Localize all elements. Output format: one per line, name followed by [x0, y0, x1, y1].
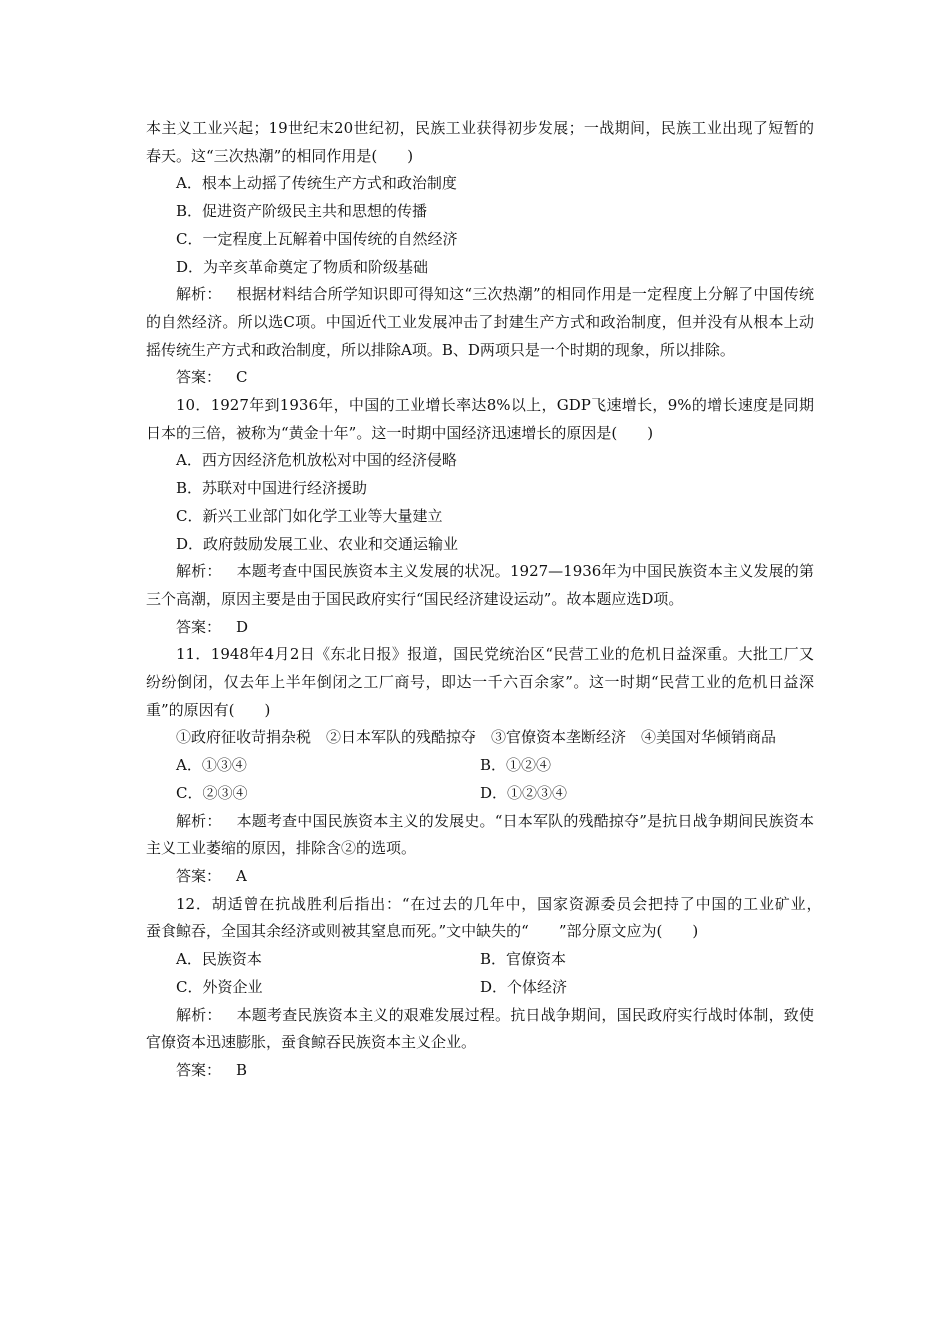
answer-label: 答案： — [176, 368, 222, 387]
q12-options-row-2 — [146, 974, 814, 1002]
q12-option-b: B．官僚资本 — [480, 950, 567, 969]
q12-option-a: A．民族资本 — [176, 950, 262, 969]
q12-analysis — [146, 1002, 814, 1057]
q10-option-a: A．西方因经济危机放松对中国的经济侵略 — [176, 451, 457, 470]
q11-items: ①政府征收苛捐杂税 ②日本军队的残酷掠夺 ③官僚资本垄断经济 ④美国对华倾销商品 — [176, 728, 777, 747]
q12-stem: 12．胡适曾在抗战胜利后指出：“在过去的几年中，国家资源委员会把持了中国的工业矿业， 蚕食鲸吞，全国其余经济或则被其窒息而死。”文中缺失的“ ”部分原文应为( ) — [146, 894, 845, 941]
q11-option-d: D．①②③④ — [480, 783, 568, 802]
answer-value: D — [236, 617, 249, 636]
answer-label: 答案： — [176, 1060, 222, 1079]
q11-option-b: B．①②④ — [480, 756, 552, 775]
analysis-label: 解析： — [176, 562, 222, 581]
q9-analysis — [146, 281, 814, 364]
analysis-text: 本题考查中国民族资本主义发展的状况。1927—1936年为中国民族资本主义发展的第三个高潮，原因主要是由于国民政府实行“国民经济建设运动”。故本题应选D项。 — [146, 562, 814, 608]
q10-analysis — [146, 558, 814, 613]
document-page — [146, 115, 845, 1085]
q10-answer — [146, 614, 814, 642]
q10-option-d: D．政府鼓励发展工业、农业和交通运输业 — [176, 534, 459, 553]
q9-option-b: B．促进资产阶级民主共和思想的传播 — [176, 202, 428, 221]
analysis-text: 本题考查中国民族资本主义的发展史。“日本军队的残酷掠夺”是抗日战争期间民族资本主义工业萎缩的原因，排除含②的选项。 — [146, 811, 814, 858]
analysis-label: 解析： — [176, 1005, 222, 1024]
q11-options-row-1 — [146, 752, 814, 780]
answer-value: B — [236, 1060, 248, 1079]
q12-options-row-1 — [146, 946, 814, 974]
analysis-text: 根据材料结合所学知识即可得知这“三次热潮”的相同作用是一定程度上分解了中国传统的自然经济。所以选C项。中国近代工业发展冲击了封建生产方式和政治制度，但并没有从根本上动摇传统生产方式和政治制度，所以排除A项。B、D两项只是一个时期的现象，所以排除。 — [146, 285, 814, 359]
answer-value: C — [236, 368, 248, 387]
q9-stem: 本主义工业兴起；19世纪末20世纪初，民族工业获得初步发展；一战期间，民族工业出现了短暂的春天。这“三次热潮”的相同作用是( ) — [146, 119, 814, 165]
q10-option-c: C．新兴工业部门如化学工业等大量建立 — [176, 506, 443, 525]
q12-option-d: D．个体经济 — [480, 977, 568, 996]
answer-value: A — [236, 866, 247, 885]
q12-answer — [146, 1057, 814, 1085]
q12-option-c: C．外资企业 — [176, 977, 263, 996]
q10-option-b: B．苏联对中国进行经济援助 — [176, 479, 368, 498]
answer-label: 答案： — [176, 866, 222, 885]
q11-option-c: C．②③④ — [176, 783, 248, 802]
q11-stem: 11．1948年4月2日《东北日报》报道，国民党统治区“民营工业的危机日益深重。大批工厂又纷纷倒闭，仅去年上半年倒闭之工厂商号，即达一千六百余家”。这一时期“民营工业的危机日益深重”的原因有( ) — [146, 645, 814, 719]
answer-label: 答案： — [176, 617, 222, 636]
analysis-text: 本题考查民族资本主义的艰难发展过程。抗日战争期间，国民政府实行战时体制，致使官僚资本迅速膨胀，蚕食鲸吞民族资本主义企业。 — [146, 1005, 814, 1052]
q9-answer — [146, 364, 814, 392]
analysis-label: 解析： — [176, 811, 222, 830]
q11-answer — [146, 863, 814, 891]
q11-option-a: A．①③④ — [176, 756, 247, 775]
analysis-label: 解析： — [176, 285, 222, 304]
q11-options-row-2 — [146, 780, 814, 808]
q9-option-c: C．一定程度上瓦解着中国传统的自然经济 — [176, 229, 458, 248]
q11-analysis — [146, 808, 814, 863]
q9-option-a: A．根本上动摇了传统生产方式和政治制度 — [176, 174, 457, 193]
q10-stem: 10．1927年到1936年，中国的工业增长率达8%以上，GDP飞速增长，9%的增长速度是同期日本的三倍，被称为“黄金十年”。这一时期中国经济迅速增长的原因是( ) — [146, 396, 814, 442]
q9-option-d: D．为辛亥革命奠定了物质和阶级基础 — [176, 257, 429, 276]
